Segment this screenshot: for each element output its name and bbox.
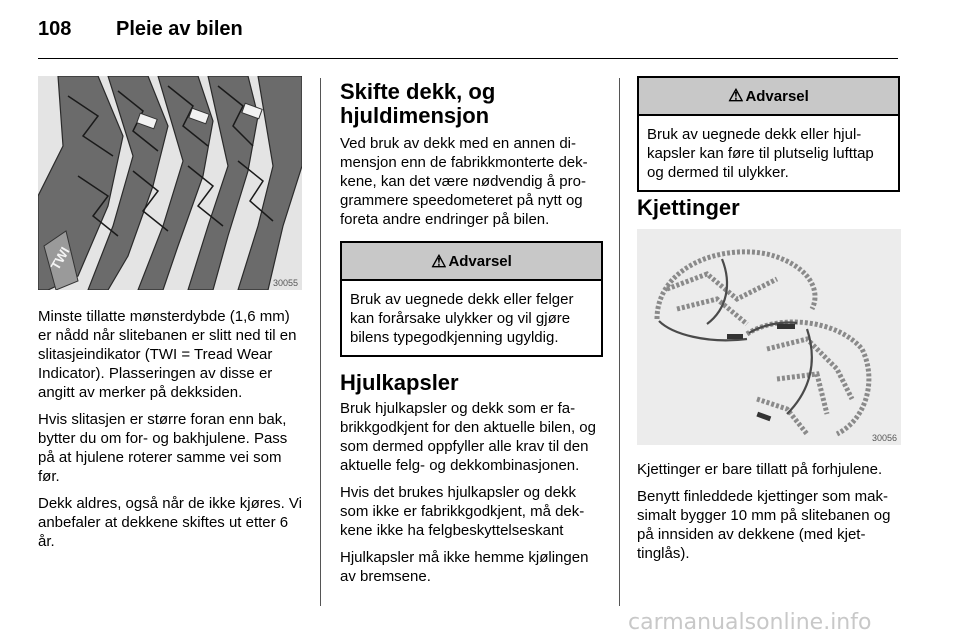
warning-header [342, 243, 601, 281]
warning-title: Advarsel [448, 252, 512, 270]
paragraph: Kjettinger er bare tillatt på forhjulene. [637, 461, 883, 478]
section-heading: Kjettinger [637, 195, 740, 220]
paragraph: Dekk aldres, også når de ikke kjøres. Vi anbefaler at dekkene skiftes ut etter 6 år. [38, 495, 303, 550]
warning-box [340, 241, 603, 357]
paragraph: Hvis det brukes hjulkapsler og dekk som ikke er fabrikkgodkjent, må dekkene ikke ha felgbeskyttelseskant [340, 484, 585, 539]
snow-chains-illustration [637, 229, 901, 445]
page-number: 108 [38, 18, 72, 40]
middle-column [340, 80, 604, 594]
paragraph: Bruk hjulkapsler og dekk som er fabrikkgodkjent for den aktuelle bilen, og som dermed oppfyller alle krav til den aktuelle felg- og dekkombinasjonen. [340, 400, 596, 474]
paragraph: Hvis slitasjen er større foran enn bak, bytter du om for- og bakhjulene. Pass på at hjulene roterer samme vei som før. [38, 411, 288, 485]
column-divider-left [320, 78, 321, 606]
warning-icon: ⚠ [431, 251, 447, 271]
twi-label: TWI [47, 244, 73, 273]
tire-tread-illustration [38, 76, 302, 290]
paragraph: Hjulkapsler må ikke hemme kjølingen av bremsene. [340, 549, 589, 585]
snow-chains-heading-block [637, 196, 901, 220]
page-header [38, 18, 243, 41]
paragraph: Benytt finleddede kjettinger som maksimalt bygger 10 mm på slitebanen og på innsiden av dekkene (med kjettinglås). [637, 488, 891, 562]
right-column-text [637, 460, 903, 571]
subsection-heading: Hjulkapsler [340, 370, 459, 395]
chapter-title: Pleie av bilen [116, 18, 243, 40]
header-rule [38, 58, 898, 59]
paragraph: Ved bruk av dekk med en annen dimensjon enn de fabrikkmonterte dekkene, kan det være nødvendig å programmere speedometeret på nytt og foreta andre endringer på bilen. [340, 135, 588, 228]
section-heading: Skifte dekk, og hjuldimensjon [340, 79, 496, 128]
warning-text: Bruk av uegnede dekk eller hjulkapsler kan føre til plutselig lufttap og dermed til ulykker. [647, 126, 874, 181]
figure-number: 30055 [272, 278, 298, 288]
warning-header [639, 78, 898, 116]
warning-text: Bruk av uegnede dekk eller felger kan forårsake ulykker og vil gjøre bilens typegodkjenning ugyldig. [350, 291, 574, 346]
left-column-text [38, 307, 304, 559]
warning-box [637, 76, 900, 192]
warning-title: Advarsel [745, 87, 809, 105]
paragraph: Minste tillatte mønsterdybde (1,6 mm) er nådd når slitebanen er slitt ned til en slitasjeindikator (TWI = Tread Wear Indicator). Plasseringen av disse er angitt av merker på dekksiden. [38, 308, 297, 401]
column-divider-right [619, 78, 620, 606]
figure-number: 30056 [871, 433, 897, 443]
watermark: carmanualsonline.info [628, 610, 872, 635]
warning-icon: ⚠ [728, 86, 744, 105]
